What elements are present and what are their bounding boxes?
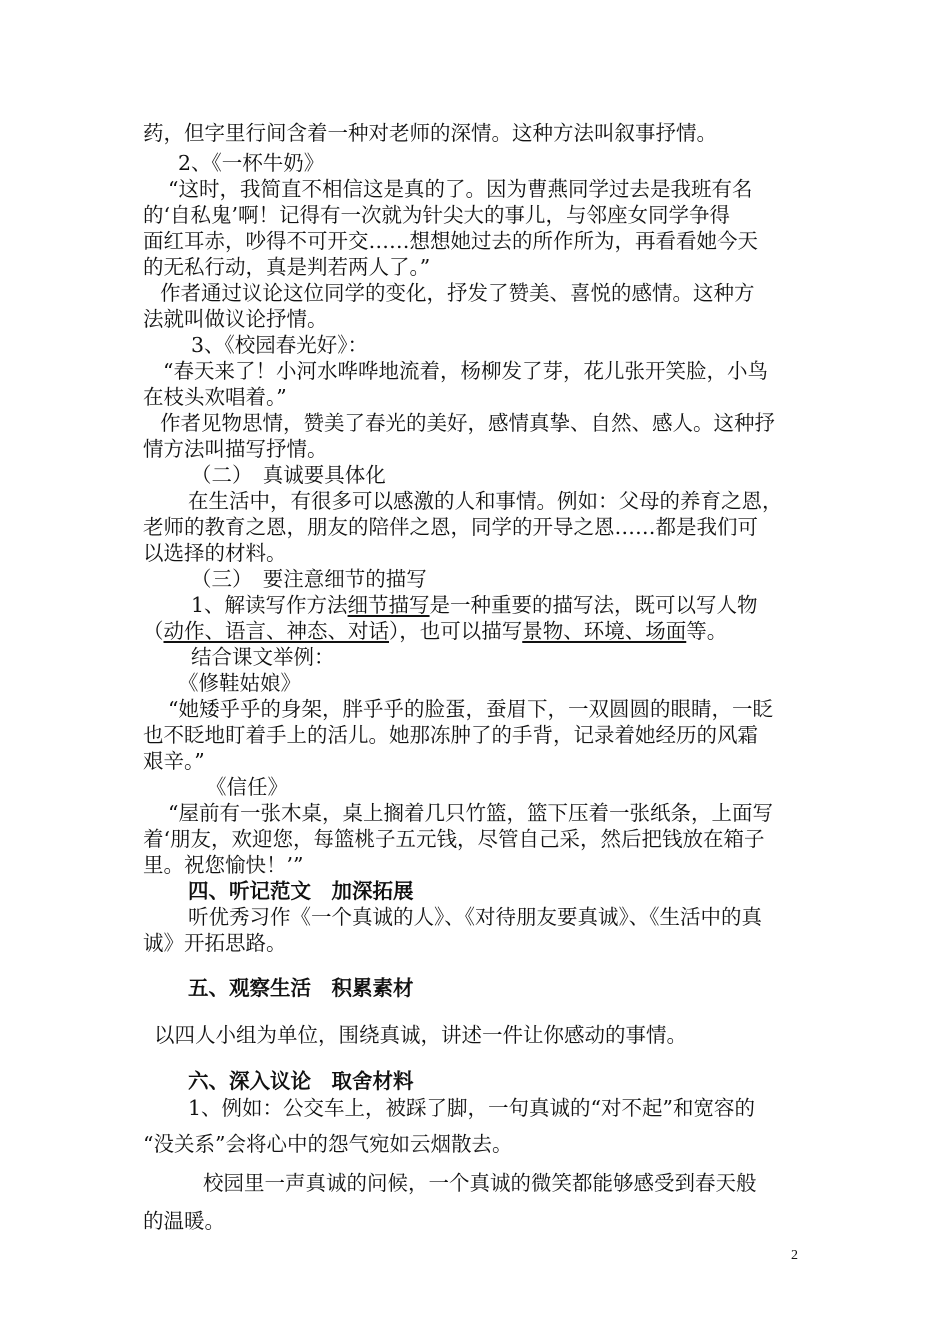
text-line: 老师的教育之恩，朋友的陪伴之恩，同学的开导之恩……都是我们可 xyxy=(143,515,758,539)
quote-line: 的无私行动，真是判若两人了。” xyxy=(143,255,431,279)
text-line: “没关系”会将心中的怨气宛如云烟散去。 xyxy=(143,1132,513,1156)
underlined-term: 细节描写 xyxy=(347,593,430,617)
underlined-term: 景物、环境、场面 xyxy=(522,619,687,643)
quote-line: 也不眨地盯着手上的活儿。她那冻肿了的手背，记录着她经历的风霜 xyxy=(143,723,758,747)
section-heading: 四、听记范文 加深拓展 xyxy=(188,879,414,903)
quote-line: “春天来了！小河水哗哗地流着，杨柳发了芽，花儿张开笑脸，小鸟 xyxy=(163,359,768,383)
text-line: 1、解读写作方法细节描写是一种重要的描写法，既可以写人物 xyxy=(191,593,758,617)
text-line: 药，但字里行间含着一种对老师的深情。这种方法叫叙事抒情。 xyxy=(143,121,717,145)
page-number: 2 xyxy=(791,1248,798,1263)
text-line: 结合课文举例： xyxy=(191,645,335,669)
quote-line: 的‘自私鬼’啊！记得有一次就为针尖大的事儿，与邻座女同学争得 xyxy=(143,203,731,227)
text-line: 作者通过议论这位同学的变化，抒发了赞美、喜悦的感情。这种方 xyxy=(160,281,755,305)
quote-line: “屋前有一张木桌，桌上搁着几只竹篮，篮下压着一张纸条，上面写 xyxy=(168,801,773,825)
quote-line: 艰辛。” xyxy=(143,749,205,773)
section-heading: 《修鞋姑娘》 xyxy=(178,671,301,695)
text-line: 的温暖。 xyxy=(143,1209,225,1233)
quote-line: 在枝头欢唱着。” xyxy=(143,385,287,409)
text-line: 校园里一声真诚的问候，一个真诚的微笑都能够感受到春天般 xyxy=(203,1171,757,1195)
text-line: 情方法叫描写抒情。 xyxy=(143,437,328,461)
text-line: 听优秀习作《一个真诚的人》、《对待朋友要真诚》、《生活中的真 xyxy=(188,905,762,929)
text-line: （动作、语言、神态、对话），也可以描写景物、环境、场面等。 xyxy=(143,619,728,643)
section-heading: （三） 要注意细节的描写 xyxy=(191,567,427,591)
quote-line: 面红耳赤，吵得不可开交……想想她过去的所作所为，再看看她今天 xyxy=(143,229,758,253)
quote-line: “这时，我简直不相信这是真的了。因为曹燕同学过去是我班有名 xyxy=(168,177,753,201)
quote-line: “她矮乎乎的身架，胖乎乎的脸蛋，蚕眉下，一双圆圆的眼睛，一眨 xyxy=(168,697,773,721)
text-line: 在生活中，有很多可以感激的人和事情。例如：父母的养育之恩， xyxy=(188,489,783,513)
section-heading: 五、观察生活 积累素材 xyxy=(188,976,414,1000)
quote-line: 里。祝您愉快！’” xyxy=(143,853,304,877)
text-line: 以选择的材料。 xyxy=(143,541,287,565)
quote-line: 着‘朋友，欢迎您，每篮桃子五元钱，尽管自己采，然后把钱放在箱子 xyxy=(143,827,765,851)
section-heading: 2、《一杯牛奶》 xyxy=(178,151,325,175)
section-heading: 3、《校园春光好》： xyxy=(191,333,369,357)
section-heading: 六、深入议论 取舍材料 xyxy=(188,1069,414,1093)
section-heading: 《信任》 xyxy=(206,775,288,799)
text-line: 诚》开拓思路。 xyxy=(143,931,287,955)
text-line: 以四人小组为单位，围绕真诚，讲述一件让你感动的事情。 xyxy=(154,1023,687,1047)
text-line: 1、例如：公交车上，被踩了脚，一句真诚的“对不起”和宽容的 xyxy=(188,1096,756,1120)
text-line: 法就叫做议论抒情。 xyxy=(143,307,328,331)
text-line: 作者见物思情，赞美了春光的美好，感情真挚、自然、感人。这种抒 xyxy=(160,411,775,435)
underlined-term: 动作、语言、神态、对话 xyxy=(163,619,389,643)
section-heading: （二） 真诚要具体化 xyxy=(191,463,386,487)
